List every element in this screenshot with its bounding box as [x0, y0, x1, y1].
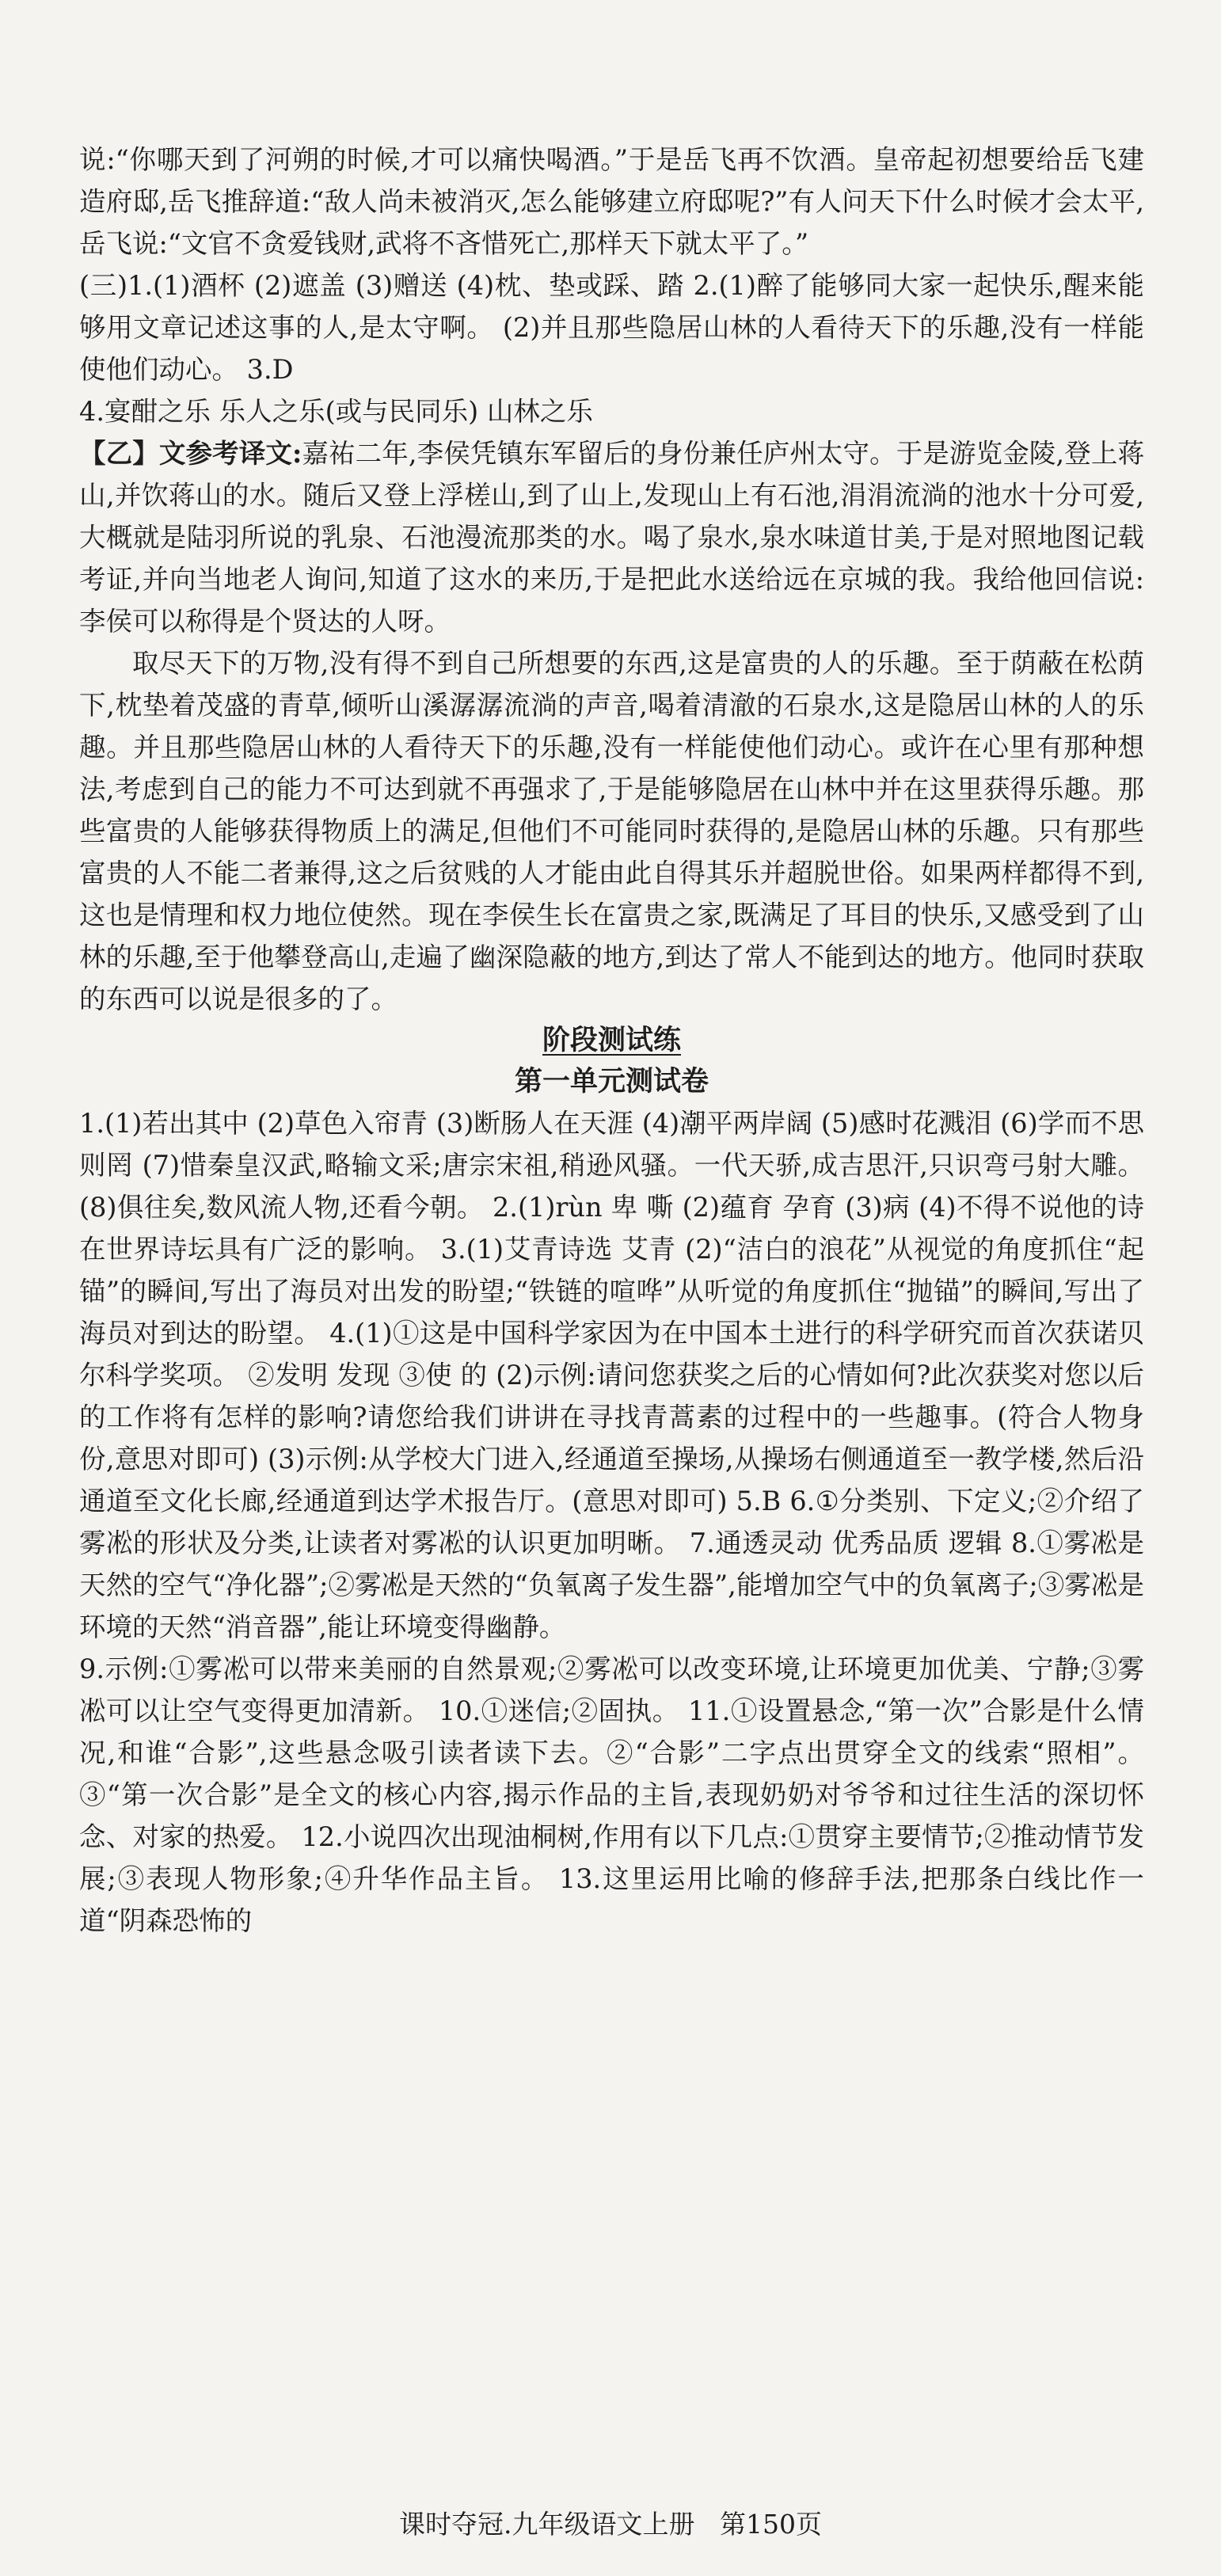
unit-test-answers-2: 9.示例:①雾凇可以带来美丽的自然景观;②雾凇可以改变环境,让环境更加优美、宁静;③雾凇可以让空气变得更加清新。 10.①迷信;②固执。 11.①设置悬念,“第一次”合影是什么情况,和谁“合影”,这些悬念吸引读者读下去。②“合影”二字点出贯穿全文的线索“照相”。③“第一次合影”是全文的核心内容,揭示作品的主旨,表现奶奶对爷爷和过往生活的深切怀念、对家的热爱。 12.小说四次出现油桐树,作用有以下几点:①贯穿主要情节;②推动情节发展;③表现人物形象;④升华作品主旨。 13.这里运用比喻的修辞手法,把那条白线比作一道“阴森恐怖的 — [79, 1653, 1144, 1936]
section-title — [79, 1020, 1144, 1061]
translation-paragraph-1: 说:“你哪天到了河朔的时候,才可以痛快喝酒。”于是岳飞再不饮酒。皇帝起初想要给岳飞建造府邸,岳飞推辞道:“敌人尚未被消灭,怎么能够建立府邸呢?”有人问天下什么时候才会太平,岳飞说:“文官不贪爱钱财,武将不吝惜死亡,那样天下就太平了。” — [79, 144, 1144, 259]
unit-test-answers-1: 1.(1)若出其中 (2)草色入帘青 (3)断肠人在天涯 (4)潮平两岸阔 (5)感时花溅泪 (6)学而不思则罔 (7)惜秦皇汉武,略输文采;唐宗宋祖,稍逊风骚。一代天骄,成吉思汗,只识弯弓射大雕。 (8)俱往矣,数风流人物,还看今朝。 2.(1)rùn 卑 嘶 (2)蕴育 孕育 (3)病 (4)不得不说他的诗在世界诗坛具有广泛的影响。 3.(1)艾青诗选 艾青 (2)“洁白的浪花”从视觉的角度抓住“起锚”的瞬间,写出了海员对出发的盼望;“铁链的喧哗”从听觉的角度抓住“抛锚”的瞬间,写出了海员对到达的盼望。 4.(1)①这是中国科学家因为在中国本土进行的科学研究而首次获诺贝尔科学奖项。 ②发明 发现 ③使 的 (2)示例:请问您获奖之后的心情如何?此次获奖对您以后的工作将有怎样的影响?请您给我们讲讲在寻找青蒿素的过程中的一些趣事。(符合人物身份,意思对即可) (3)示例:从学校大门进入,经通道至操场,从操场右侧通道至一教学楼,然后沿通道至文化长廊,经通道到达学术报告厅。(意思对即可) 5.B 6.①分类别、下定义;②介绍了雾凇的形状及分类,让读者对雾凇的认识更加明晰。 7.通透灵动 优秀品质 逻辑 8.①雾凇是天然的空气“净化器”;②雾凇是天然的“负氧离子发生器”,能增加空气中的负氧离子;③雾凇是环境的天然“消音器”,能让环境变得幽静。 — [79, 1108, 1144, 1642]
answer-item-4: 4.宴酣之乐 乐人之乐(或与民同乐) 山林之乐 — [79, 396, 593, 427]
footer-page-number: 第150页 — [719, 2509, 822, 2540]
translation-b-text: 嘉祐二年,李侯凭镇东军留后的身份兼任庐州太守。于是游览金陵,登上蒋山,并饮蒋山的水。随后又登上浮槎山,到了山上,发现山上有石池,涓涓流淌的池水十分可爱,大概就是陆羽所说的乳泉、石池漫流那类的水。喝了泉水,泉水味道甘美,于是对照地图记载考证,并向当地老人询问,知道了这水的来历,于是把此水送给远在京城的我。我给他回信说:李侯可以称得是个贤达的人呀。 — [79, 438, 1144, 637]
translation-b-label: 【乙】文参考译文: — [79, 438, 302, 469]
section-subtitle: 第一单元测试卷 — [514, 1065, 709, 1098]
section-title-text: 阶段测试练 — [542, 1024, 681, 1056]
translation-b-paragraph — [79, 432, 1144, 642]
translation-b-paragraph-2: 取尽天下的万物,没有得不到自己所想要的东西,这是富贵的人的乐趣。至于荫蔽在松荫下,枕垫着茂盛的青草,倾听山溪潺潺流淌的声音,喝着清澈的石泉水,这是隐居山林的人的乐趣。并且那些隐居山林的人看待天下的乐趣,没有一样能使他们动心。或许在心里有那种想法,考虑到自己的能力不可达到就不再强求了,于是能够隐居在山林中并在这里获得乐趣。那些富贵的人能够获得物质上的满足,但他们不可能同时获得的,是隐居山林的乐趣。只有那些富贵的人不能二者兼得,这之后贫贱的人才能由此自得其乐并超脱世俗。如果两样都得不到,这也是情理和权力地位使然。现在李侯生长在富贵之家,既满足了耳目的快乐,又感受到了山林的乐趣,至于他攀登高山,走遍了幽深隐蔽的地方,到达了常人不能到达的地方。他同时获取的东西可以说是很多的了。 — [79, 648, 1144, 1014]
page-content — [79, 139, 1144, 1942]
answer-section-three: (三)1.(1)酒杯 (2)遮盖 (3)赠送 (4)枕、垫或踩、踏 2.(1)醉了能够同大家一起快乐,醒来能够用文章记述这事的人,是太守啊。 (2)并且那些隐居山林的人看待天下的乐趣,没有一样能使他们动心。 3.D — [79, 270, 1144, 385]
footer-book-title: 课时夺冠.九年级语文上册 — [399, 2509, 695, 2540]
page-footer — [0, 2507, 1221, 2542]
